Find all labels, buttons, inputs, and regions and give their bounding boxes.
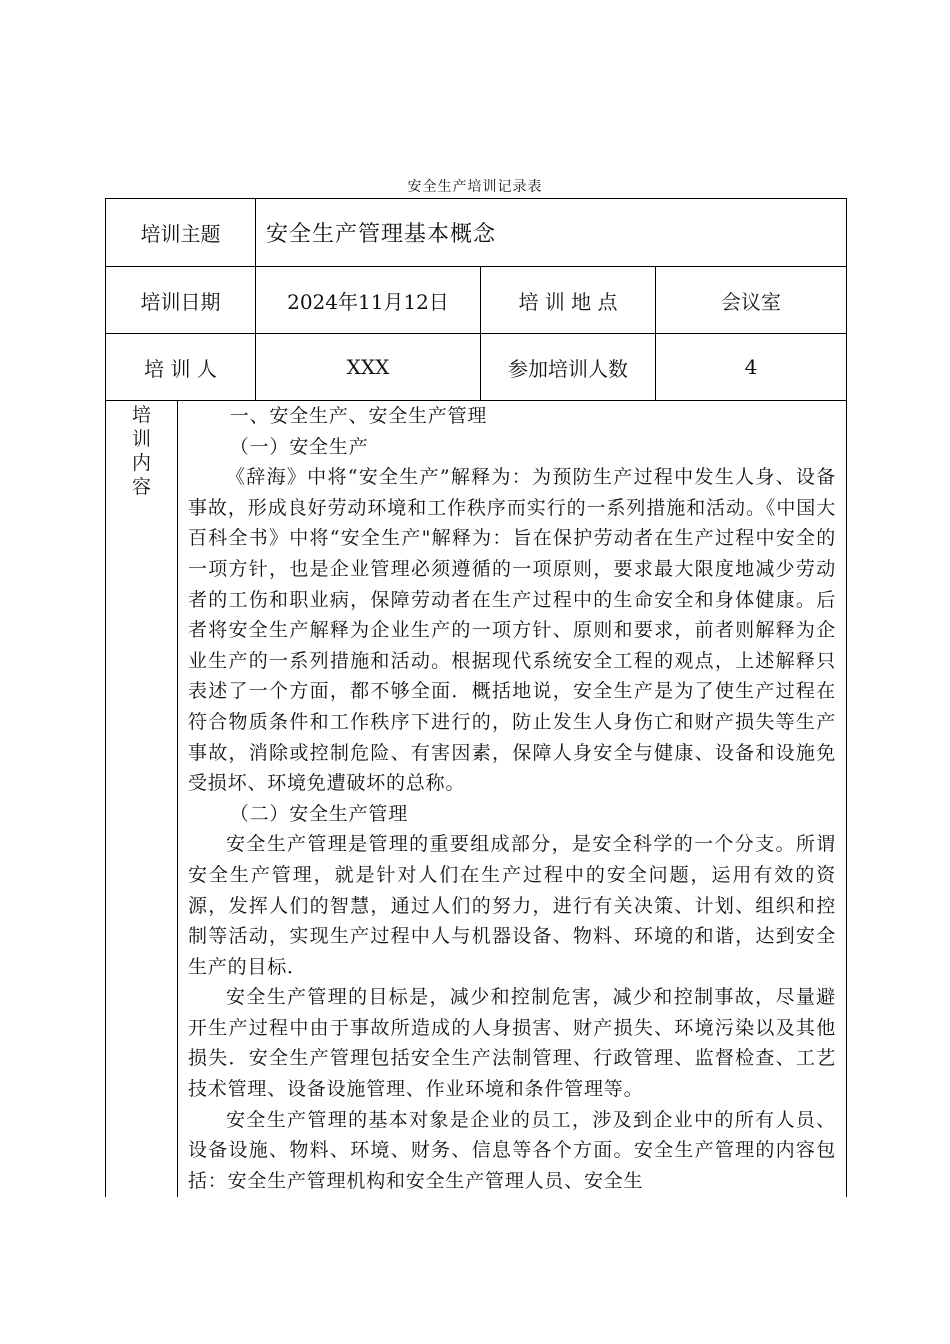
trainer-label: 培 训 人 — [106, 334, 256, 400]
subsection-heading: （一）安全生产 — [229, 435, 369, 458]
content-paragraph: 《辞海》中将“安全生产”解释为：为预防生产过程中发生人身、设备事故，形成良好劳动环境和工作秩序而实行的一系列措施和活动。《中国大百科全书》中将“安全生产"解释为：旨在保护劳动者在生产过程中安全的一项方针，也是企业管理必须遵循的一项原则，要求最大限度地减少劳动者的工伤和职业病，保障劳动者在生产过程中的生命安全和身体健康。后者将安全生产解释为企业生产的一项方针、原则和要求，前者则解释为企业生产的一系列措施和活动。根据现代系统安全工程的观点，上述解释只表述了一个方面，都不够全面．概括地说，安全生产是为了使生产过程在符合物质条件和工作秩序下进行的，防止发生人身伤亡和财产损失等生产事故，消除或控制危险、有害因素，保障人身安全与健康、设备和设施免受损坏、环境免遭破坏的总称。 — [188, 466, 836, 795]
content-label-char: 训 — [131, 428, 151, 450]
training-record-form — [105, 198, 847, 1197]
content-label-char: 内 — [131, 452, 151, 474]
topic-row — [106, 199, 847, 267]
topic-label: 培训主题 — [106, 199, 256, 266]
location-value: 会议室 — [656, 267, 847, 333]
trainer-attendees-row — [106, 334, 847, 401]
content-label-char: 容 — [131, 476, 151, 498]
content-paragraph: 安全生产管理是管理的重要组成部分，是安全科学的一个分支。所谓安全生产管理，就是针对人们在生产过程中的安全问题，运用有效的资源，发挥人们的智慧，通过人们的努力，进行有关决策、计划、组织和控制等活动，实现生产过程中人与机器设备、物料、环境的和谐，达到安全生产的目标． — [188, 833, 836, 978]
content-label-char: 培 — [131, 404, 151, 426]
attendees-label: 参加培训人数 — [481, 334, 656, 400]
subsection-heading: （二）安全生产管理 — [229, 802, 408, 825]
section-heading: 一、安全生产、安全生产管理 — [229, 405, 488, 427]
content-label — [106, 401, 178, 1197]
date-location-row — [106, 267, 847, 334]
date-label: 培训日期 — [106, 267, 256, 333]
content-paragraph: 安全生产管理的基本对象是企业的员工，涉及到企业中的所有人员、设备设施、物料、环境、财务、信息等各个方面。安全生产管理的内容包括：安全生产管理机构和安全生产管理人员、安全生 — [188, 1108, 836, 1192]
content-paragraph: 安全生产管理的目标是，减少和控制危害，减少和控制事故，尽量避开生产过程中由于事故所造成的人身损害、财产损失、环境污染以及其他损失．安全生产管理包括安全生产法制管理、行政管理、监督检查、工艺技术管理、设备设施管理、作业环境和条件管理等。 — [188, 986, 836, 1101]
attendees-value: 4 — [656, 334, 847, 400]
trainer-value: XXX — [256, 334, 481, 400]
content-row — [106, 401, 847, 1197]
date-value: 2024年11月12日 — [256, 267, 481, 333]
topic-value: 安全生产管理基本概念 — [256, 199, 847, 266]
location-label: 培 训 地 点 — [481, 267, 656, 333]
document-title: 安全生产培训记录表 — [407, 179, 543, 195]
content-body — [178, 401, 847, 1197]
